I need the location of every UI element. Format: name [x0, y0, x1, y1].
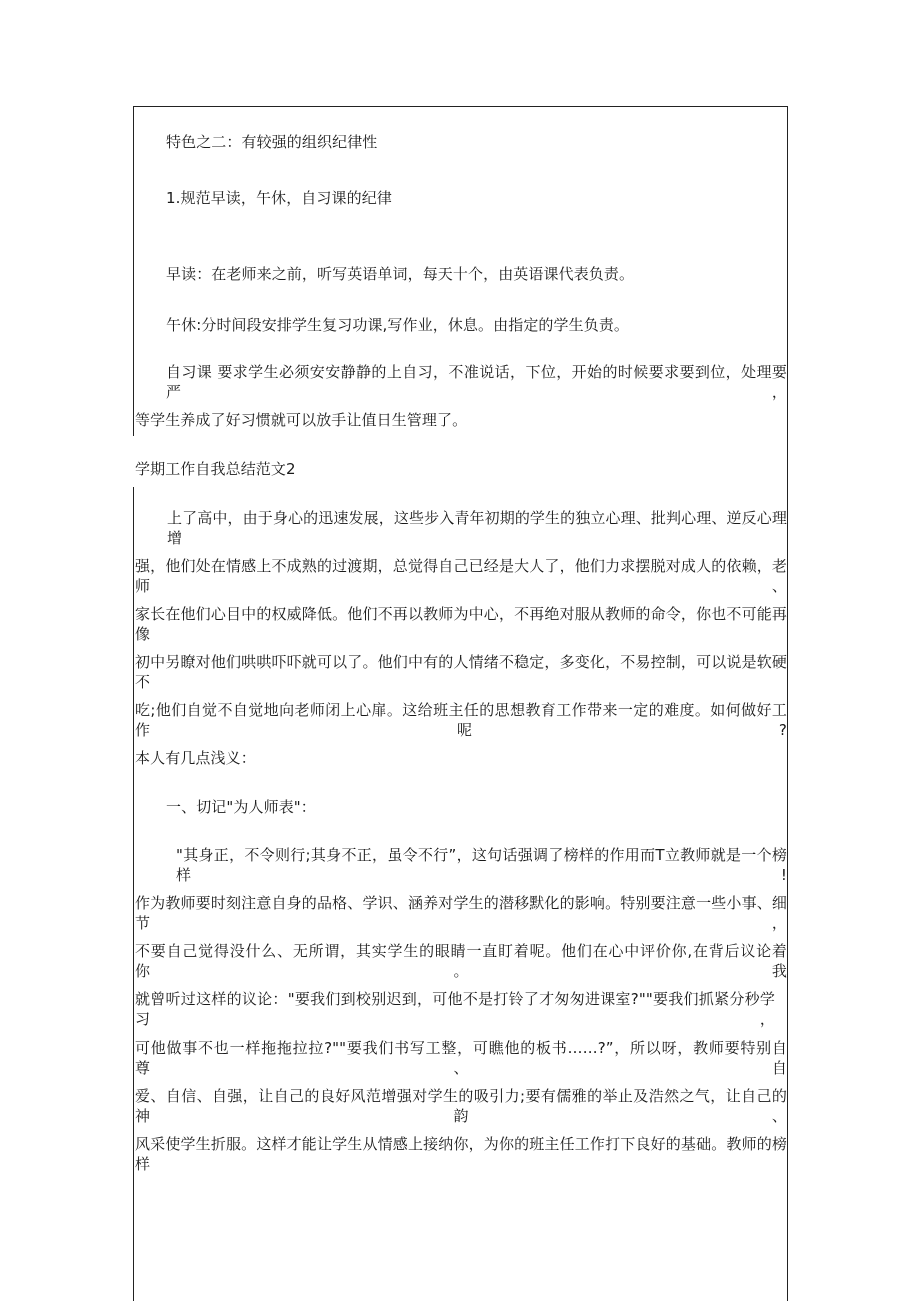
- point-one-line: 爱、自信、自强，让自己的良好风范增强对学生的吸引力;要有儒雅的举止及浩然之气，让自己的神韵、: [135, 1087, 787, 1125]
- paragraph-self-study-line: 自习课 要求学生必须安安静静的上自习，不准说话，下位，开始的时候要求要到位，处理要严，: [166, 363, 787, 401]
- point-one-line: 就曾听过这样的议论："要我们到校别迟到，可他不是打铃了才匆匆进课室?""要我们抓紧分秒学习，: [135, 990, 775, 1028]
- point-one-line: "其身正，不令则行;其身不正，虽令不行”，这句话强调了榜样的作用而T立教师就是一个榜样!: [176, 846, 787, 884]
- intro-line: 上了高中，由于身心的迅速发展，这些步入青年初期的学生的独立心理、批判心理、逆反心理增: [167, 509, 787, 547]
- intro-line: 初中另瞭对他们哄哄吓吓就可以了。他们中有的人情绪不稳定，多变化，不易控制，可以说是软硬不: [135, 653, 787, 691]
- document-title: 学期工作自我总结范文2: [135, 460, 296, 478]
- point-one-line: 作为教师要时刻注意自身的品格、学识、涵养对学生的潜移默化的影响。特别要注意一些小事、细节，: [135, 894, 787, 932]
- intro-line: 吃;他们自觉不自觉地向老师闭上心扉。这给班主任的思想教育工作带来一定的难度。如何做好工作呢?: [135, 701, 787, 739]
- point-one-line: 可他做事不也一样拖拖拉拉?""要我们书写工整，可瞧他的板书……?”，所以呀，教师要特别自尊、自: [135, 1039, 787, 1077]
- paragraph-self-study-line: 等学生养成了好习惯就可以放手让值日生管理了。: [135, 411, 468, 429]
- paragraph-morning-reading: 早读：在老师来之前，听写英语单词，每天十个，由英语课代表负责。: [166, 265, 635, 283]
- frame-left-border-lower: [133, 487, 134, 1301]
- frame-left-border-upper: [133, 106, 134, 436]
- intro-line: 家长在他们心目中的权威降低。他们不再以教师为中心，不再绝对服从教师的命令，你也不可能再像: [135, 605, 787, 643]
- point-one-line: 不要自己觉得没什么、无所谓，其实学生的眼睛一直盯着呢。他们在心中评价你,在背后议论着你。我: [135, 942, 787, 980]
- frame-top-border: [133, 106, 788, 107]
- intro-line: 本人有几点浅义：: [135, 749, 256, 767]
- sub-heading: 1.规范早读，午休，自习课的纪律: [166, 189, 392, 207]
- point-one-line: 风采使学生折服。这样才能让学生从情感上接纳你，为你的班主任工作打下良好的基础。教师的榜样: [135, 1135, 787, 1173]
- paragraph-noon-break: 午休:分时间段安排学生复习功课,写作业，休息。由指定的学生负责。: [166, 316, 630, 334]
- frame-right-border: [787, 106, 788, 1301]
- intro-line: 强，他们处在情感上不成熟的过渡期，总觉得自己已经是大人了，他们力求摆脱对成人的依赖，老师、: [135, 557, 787, 595]
- point-one-heading: 一、切记"为人师表"：: [166, 798, 316, 816]
- section-heading: 特色之二：有较强的组织纪律性: [166, 133, 378, 151]
